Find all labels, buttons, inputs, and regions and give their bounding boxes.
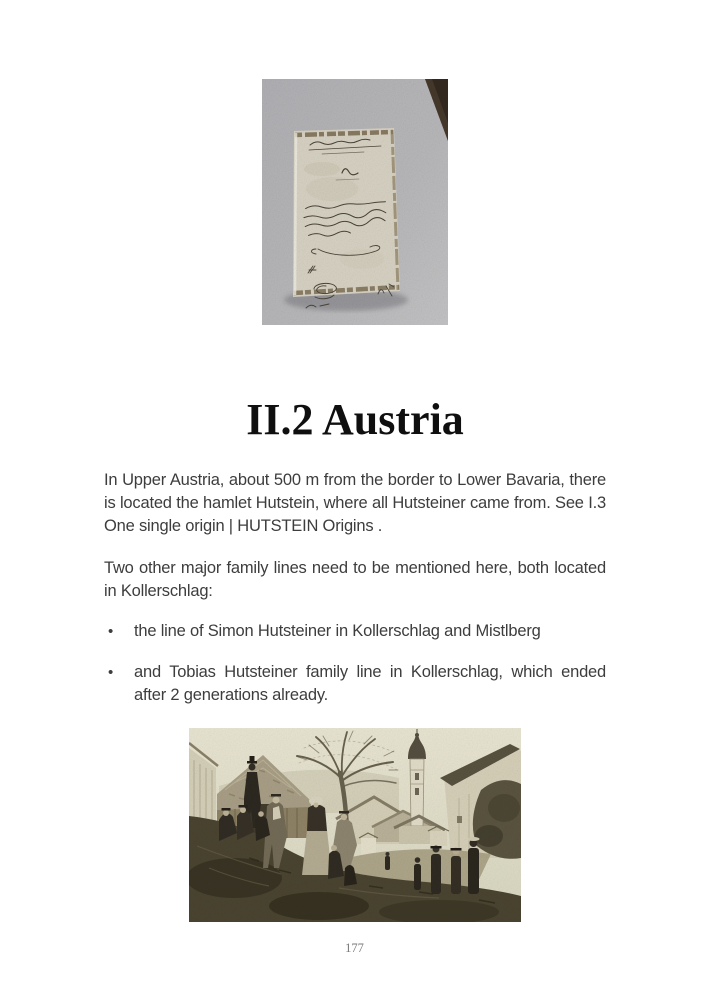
village-photo [189,728,521,922]
figure-village-photo [189,728,521,922]
list-item-simon-line: • the line of Simon Hutsteiner in Kollerschlag and Mistlberg [104,620,606,643]
list-item-tobias-line: • and Tobias Hutsteiner family line in Kollerschlag, which ended after 2 generations already. [104,661,606,707]
figure-old-document-photo [262,79,448,325]
old-document-photo [262,79,448,325]
family-lines-list [104,620,606,707]
paragraph-intro: In Upper Austria, about 500 m from the border to Lower Bavaria, there is located the hamlet Hutstein, where all Hutsteiner came from. See I.3 One single origin | HUTSTEIN Origins . [104,471,606,535]
section-heading: II.2 Austria [246,395,464,444]
page-number: 177 [345,941,364,955]
paragraph-family-lines: Two other major family lines need to be mentioned here, both located in Kollerschlag: [104,559,606,600]
content-column [104,0,606,922]
